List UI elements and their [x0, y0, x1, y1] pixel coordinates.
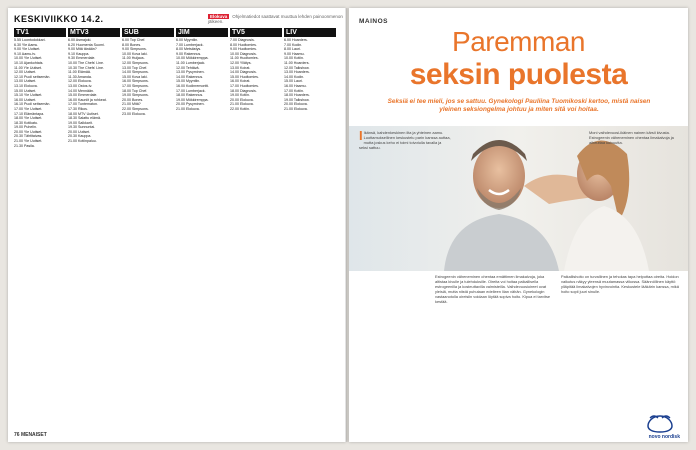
program-row: 21.00 Kotiinpaluu.: [68, 139, 97, 144]
program-row: 17.00 Kotiin.: [284, 88, 304, 93]
ad-label: MAINOS: [359, 18, 388, 25]
program-row: 6.00 Top Chef.: [122, 38, 146, 42]
article-column-2: Paikallishoito on turvallinen ja tehokas tapa helpottaa oireita. Hoidon vaikutus näkyy yleensä muutamassa viikossa. Säännöllinen käyttö ylläpitää limakalvojen hyvinvointia. Keskustele lääkärin kanssa, mikä hoito sopii juuri sinulle.: [561, 274, 679, 294]
program-row: 10.00 Kotiin.: [284, 56, 304, 61]
program-row: 17.30 Rikos.: [68, 106, 88, 111]
program-row: 9.00 Yle Uutiset.: [14, 47, 41, 52]
program-row: 21.00 Yle Uutiset.: [14, 139, 43, 144]
program-row: 14.00 Diagnosis.: [230, 70, 257, 75]
program-row: 11.00 Huoltomies.: [230, 56, 259, 61]
headline-line1: Paremman: [452, 26, 585, 57]
program-row: 20.30 Kauppa.: [68, 134, 92, 139]
program-row: 9.00 Rakennus.: [176, 51, 202, 56]
program-row: 17.00 Yle Uutiset.: [14, 106, 43, 111]
ad-badge: Elokuva: [210, 14, 228, 19]
program-row: 19.00 Kotiin.: [230, 93, 250, 98]
program-row: 20.00 Yle Uutiset.: [14, 129, 43, 134]
program-row: 18.00 Top Chef.: [122, 88, 148, 93]
program-row: 13.00 Top Chef.: [122, 65, 148, 70]
program-row: 12.00 Yllätys.: [230, 60, 252, 65]
program-row: 6.00 Hoarders.: [284, 38, 308, 42]
program-row: 11.00 Huijaus.: [122, 56, 145, 61]
program-row: 10.10 Ajankohtais.: [14, 60, 44, 65]
program-row: 19.00 Talkshow.: [284, 97, 310, 102]
program-row: 20.00 Bones.: [122, 97, 144, 102]
program-row: 17.10 Elämäntapa.: [14, 111, 45, 116]
program-row: 15.00 Myyntiin.: [176, 79, 201, 84]
advertorial-page: [349, 8, 688, 442]
drop-cap-i: I: [359, 128, 363, 143]
program-row: 17.00 Tuntematon.: [68, 102, 98, 107]
program-row: 9.00 Huoltomies.: [230, 47, 257, 52]
program-row: 5.55 Luontodokkari.: [14, 38, 46, 42]
program-row: 10.00 Yle Uutiset.: [14, 56, 43, 61]
program-row: 16.00 Uutiset.: [14, 97, 37, 102]
program-row: 17.00 Huoltomies.: [230, 83, 259, 88]
man-face: [473, 144, 525, 208]
program-row: 9.30 Emmerdale.: [68, 56, 96, 61]
program-row: 12.00 Simpsons.: [122, 60, 149, 65]
program-row: 9.00 Simpsons.: [122, 47, 147, 52]
program-row: 6.00 Asmajoki.: [68, 38, 92, 42]
program-row: 19.00 Simpsons.: [122, 93, 149, 98]
program-row: 17.00 Lumberjack.: [176, 88, 206, 93]
program-row: 18.00 MTV Uutiset.: [68, 111, 99, 116]
program-row: 11.30 Amanda.: [68, 74, 92, 79]
headline-line2: seksin puolesta: [409, 58, 628, 91]
program-row: 15.00 Uutiset.: [14, 88, 37, 93]
channel-column: [122, 26, 174, 428]
program-row: 15.00 Lauri.: [284, 79, 303, 84]
program-row: 16.00 Koirat.: [230, 79, 251, 84]
program-row: 8.00 Bones.: [122, 42, 142, 47]
program-row: 12.00 Uutiset.: [14, 70, 37, 75]
program-row: 20.00 Uutiset.: [68, 129, 91, 134]
program-row: 10.00 Kova laki.: [122, 51, 148, 56]
program-row: 10.00 Diagnosis.: [230, 51, 257, 56]
intro-text: I Ikänsä, kahdenkeskinen ilta ja yhteinen aamu. Luottamuksellinen keskustelu parin kanssa auttaa, mutta joskus keho ei toimi toivotulla tavalla ja seksi sattuu.: [359, 128, 451, 150]
program-row: 19.00 Salkkarit.: [68, 120, 93, 125]
program-row: 19.30 Sunnuntai.: [68, 125, 96, 130]
program-row: 15.10 Yle Uutiset.: [14, 93, 43, 98]
program-row: 13.10 Elokuva.: [14, 83, 38, 88]
program-row: 18.00 Hoarders.: [284, 93, 310, 98]
program-row: 10.00 The Chefs' Line.: [68, 60, 104, 65]
program-row: 22.00 Simpsons.: [122, 106, 149, 111]
program-row: 12.10 Puoli seitsemän.: [14, 74, 51, 79]
program-row: 19.00 Puhelin.: [14, 125, 37, 130]
novo-nordisk-bull-icon: [640, 412, 680, 436]
program-row: 15.00 Emmerdale.: [68, 93, 98, 98]
channel-column: [230, 26, 282, 428]
program-row: 8.00 Huoltomies.: [230, 42, 257, 47]
program-row: 10.00 Mökkiremppa.: [176, 56, 209, 61]
article-column-1: Estrogeenin väheneminen ohentaa emättimen limakalvoja, joka altistaa kivulle ja tulehduksille. Oireita voi hoitaa paikallisella estrogeenilla ja kosteuttavilla valmisteilla. Vaihdevuosioireet ovat yleisiä, mutta niistä puhutaan edelleen liian vähän. Gynekologin vastaanotolla oireisiin voidaan löytää sopiva hoito. Kipua ei tarvitse kestää.: [435, 274, 551, 304]
channel-header: LIV: [284, 28, 336, 37]
page-number: 76 MENAISET: [14, 432, 47, 438]
program-row: 12.00 Talkshow.: [284, 65, 310, 70]
program-row: 13.00 Pysyminen.: [176, 70, 205, 75]
program-row: 20.00 Pysyminen.: [176, 102, 205, 107]
program-row: 19.00 Mökkiremppa.: [176, 97, 209, 102]
program-row: 18.30 Kotikatu.: [14, 120, 38, 125]
program-row: 13.00 Koirat.: [230, 65, 251, 70]
program-row: 9.10 Aamu-tv.: [14, 51, 36, 56]
program-row: 16.00 Kauniit ja rohkeat.: [68, 97, 107, 102]
ad-strip-text: Ohjelmatiedot saattavat muuttua lehden painoonmenon jälkeen.: [208, 14, 343, 24]
program-row: 18.00 Rakennus.: [176, 93, 204, 98]
side-text: Moni vaihdevuosi-ikäinen nainen kärsii kivusta. Estrogeenin väheneminen ohentaa limakalvoja ja aiheuttaa kuivuutta.: [589, 130, 674, 145]
program-row: 16.00 Kodinremontti.: [176, 83, 210, 88]
program-row: 12.00 Elokuva.: [68, 79, 92, 84]
program-row: 15.00 Huoltomies.: [230, 74, 259, 79]
program-row: 20.00 Elokuva.: [230, 97, 254, 102]
program-row: 13.00 Hoarders.: [284, 70, 310, 75]
program-row: 18.00 Diagnosis.: [230, 88, 257, 93]
program-row: 16.00 Simpsons.: [122, 79, 149, 84]
channel-columns: [14, 26, 340, 428]
channel-header: TV1: [14, 28, 66, 37]
ad-strip: [208, 14, 346, 24]
page-day-header: KESKIVIIKKO 14.2.: [14, 14, 104, 24]
program-row: 21.00 Elokuva.: [176, 106, 200, 111]
program-row: 16.00 Haamu.: [284, 83, 307, 88]
program-row: 23.00 Elokuva.: [122, 111, 146, 116]
program-row: 7.00 Lumberjack.: [176, 42, 204, 47]
program-row: 9.10 Kauppa.: [68, 51, 90, 56]
program-row: 20.00 Elokuva.: [284, 102, 308, 107]
logo-text: novo nordisk: [648, 434, 680, 440]
program-row: 7.00 Kodin.: [284, 42, 303, 47]
program-row: 10.30 The Chefs' Line.: [68, 65, 104, 70]
program-row: 6.20 Huomenta Suomi.: [68, 42, 105, 47]
program-row: 6.00 Myyntiin.: [176, 38, 199, 42]
program-row: 20.30 Tähtitaivas.: [14, 134, 43, 139]
lead-paragraph: Seksiä ei tee mieli, jos se sattuu. Gynekologi Pauliina Tuomikoski kertoo, mistä naisen yleinen seksiongelma johtuu ja miten sitä voi hoitaa.: [387, 98, 651, 113]
program-row: 11.00 Yle Uutiset.: [14, 65, 43, 70]
program-row: 8.00 Lauri.: [284, 47, 301, 52]
channel-header: SUB: [122, 28, 174, 37]
program-row: 13.00 Ostos-tv.: [68, 83, 93, 88]
program-row: 9.00 Mitä tänään?: [68, 47, 97, 52]
program-row: 12.00 Tehtävä.: [176, 65, 200, 70]
program-row: 18.30 Salattu elämä.: [68, 116, 101, 121]
program-row: 21.00 Elokuva.: [230, 102, 254, 107]
program-row: 7.00 Diagnosis.: [230, 38, 255, 42]
program-row: 14.00 Rakennus.: [176, 74, 204, 79]
channel-column: [284, 26, 336, 428]
program-row: 6.30 Yle Aamu.: [14, 42, 39, 47]
program-row: 9.00 Haamu.: [284, 51, 305, 56]
program-row: 15.00 Kova laki.: [122, 74, 148, 79]
program-row: 21.00 Mitä?: [122, 102, 141, 107]
program-row: 21.30 Pasila.: [14, 143, 35, 148]
channel-header: MTV3: [68, 28, 120, 37]
program-row: 14.00 Mennään.: [68, 88, 94, 93]
program-row: 17.00 Simpsons.: [122, 83, 149, 88]
program-row: 8.00 Metsästys.: [176, 47, 202, 52]
channel-column: [68, 26, 120, 428]
channel-header: JIM: [176, 28, 228, 37]
program-row: 21.00 Elokuva.: [284, 106, 308, 111]
program-row: 11.00 Lumberjack.: [176, 60, 206, 65]
program-row: 13.00 Uutiset.: [14, 79, 37, 84]
program-row: 18.00 Yle Uutiset.: [14, 116, 43, 121]
tv-guide-page: [8, 8, 346, 442]
program-row: 16.10 Puoli seitsemän.: [14, 102, 51, 107]
program-row: 14.00 Kodin.: [284, 74, 305, 79]
program-row: 11.00 Hoarders.: [284, 60, 310, 65]
channel-column: [176, 26, 228, 428]
channel-column: [14, 26, 66, 428]
channel-header: TV5: [230, 28, 282, 37]
program-row: 11.00 Elämää.: [68, 70, 91, 75]
program-row: 14.00 Simpsons.: [122, 70, 149, 75]
program-row: 22.00 Kotiin.: [230, 106, 250, 111]
